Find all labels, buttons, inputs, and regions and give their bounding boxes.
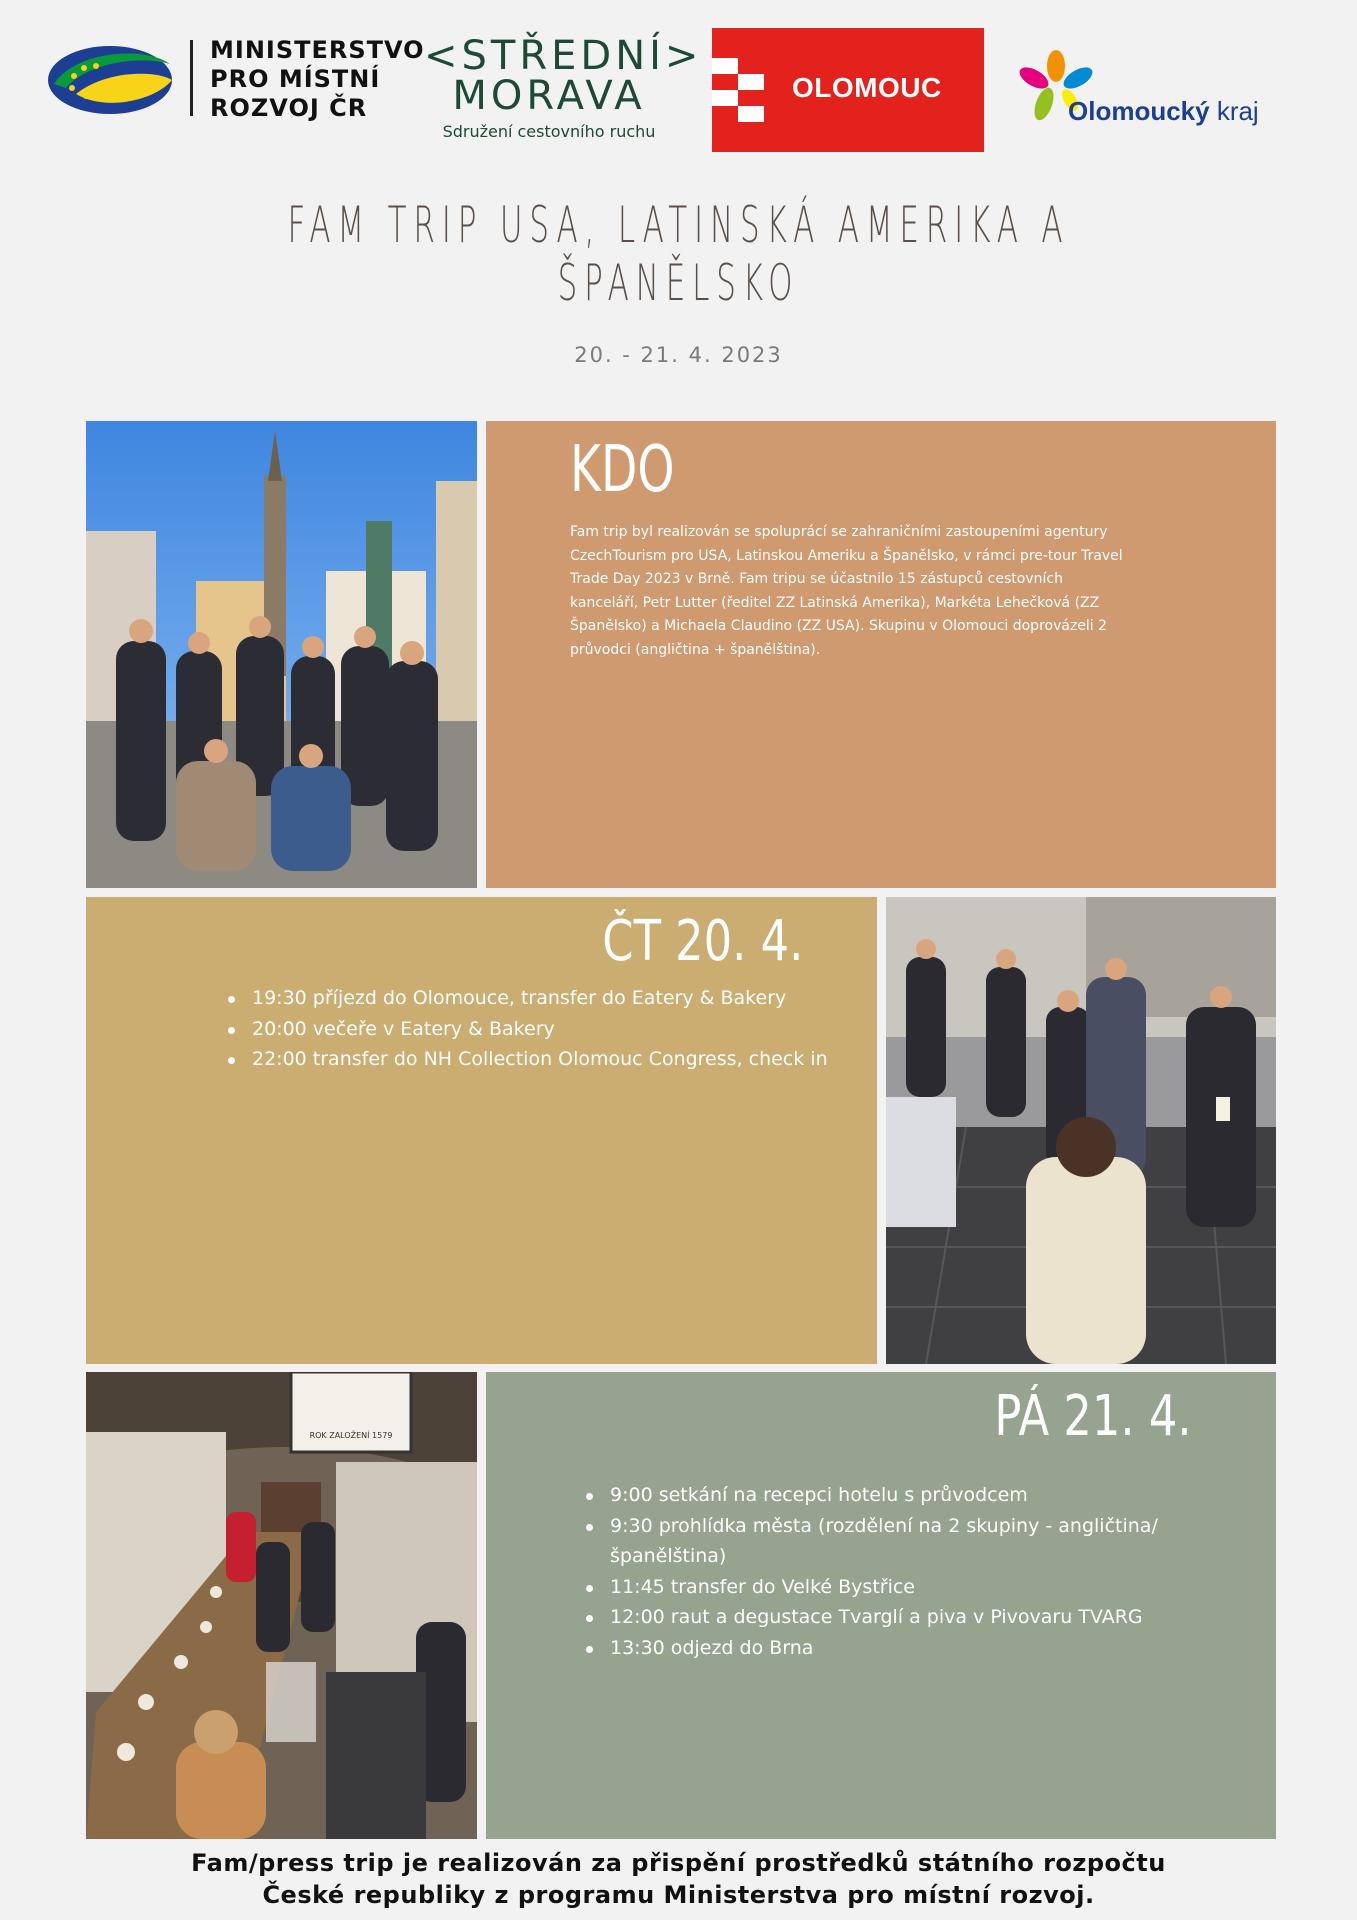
sm-line2: MORAVA: [452, 73, 646, 119]
day1-schedule: [224, 983, 844, 1075]
schedule-item: 22:00 transfer do NH Collection Olomouc Congress, check in: [224, 1044, 844, 1075]
day2-heading: PÁ 21. 4.: [994, 1384, 1192, 1449]
panel-day2: [486, 1372, 1276, 1839]
kdo-heading: KDO: [570, 433, 675, 507]
photo-group-square: [86, 421, 477, 888]
panel-kdo: [486, 421, 1276, 888]
sm-line1: <STŘEDNÍ>: [424, 33, 703, 79]
schedule-item: 11:45 transfer do Velké Bystřice: [582, 1572, 1182, 1603]
logo-olomouc: [712, 28, 984, 152]
page-title: FAM TRIP USA, LATINSKÁ AMERIKA A ŠPANĚLSKO: [287, 196, 1070, 312]
logo-stredni-morava: [424, 33, 703, 146]
kdo-text: Fam trip byl realizován se spoluprácí se zahraničními zastoupeními agentury CzechTourism pro USA, Latinskou Ameriku a Španělsko, v rámci pre-tour Travel Trade Day 2023 v Brně. Fam tripu se účastnilo 15 zástupců cestovních kanceláří, Petr Lutter (ředitel ZZ Latinská Amerika), Markéta Lehečková (ZZ Španělsko) a Michaela Claudino (ZZ USA). Skupinu v Olomouci doprovázeli 2 průvodci (angličtina + španělština).: [570, 524, 1123, 658]
checker-icon: [712, 28, 764, 152]
sm-line3: Sdružení cestovního ruchu: [442, 122, 656, 141]
photo-brewery-tasting: [886, 897, 1276, 1364]
schedule-item: 9:30 prohlídka města (rozdělení na 2 skupiny - angličtina/ španělština): [582, 1511, 1182, 1572]
footer-line1: Fam/press trip je realizován za přispění prostředků státního rozpočtu: [191, 1849, 1166, 1877]
logo-mmr: [46, 36, 425, 126]
logo-olomoucky-kraj: [1010, 48, 1270, 138]
schedule-item: 9:00 setkání na recepci hotelu s průvodcem: [582, 1480, 1182, 1511]
schedule-item: 20:00 večeře v Eatery & Bakery: [224, 1014, 844, 1045]
mmr-line3: ROZVOJ ČR: [210, 94, 368, 122]
ok-normal: kraj: [1209, 96, 1259, 126]
ok-bold: Olomoucký: [1068, 96, 1210, 126]
mmr-text: [210, 36, 425, 123]
funding-footer: [0, 1847, 1357, 1911]
footer-line2: České republiky z programu Ministerstva pro místní rozvoj.: [262, 1881, 1095, 1909]
mmr-line2: PRO MÍSTNÍ: [210, 65, 381, 93]
schedule-item: 19:30 příjezd do Olomouce, transfer do Eatery & Bakery: [224, 983, 844, 1014]
photo-cellar-restaurant: [86, 1372, 477, 1839]
olomouc-text: OLOMOUC: [792, 72, 942, 103]
mmr-divider: [190, 40, 193, 116]
panel-day1: [86, 897, 877, 1364]
day1-heading: ČT 20. 4.: [601, 909, 803, 974]
group-photo-icon: [86, 421, 477, 888]
schedule-item: 12:00 raut a degustace Tvarglí a piva v Pivovaru TVARG: [582, 1602, 1182, 1633]
mmr-line1: MINISTERSTVO: [210, 36, 425, 64]
photo-sign: ROK ZALOŽENÍ 1579: [309, 1431, 393, 1440]
trip-date: 20. - 21. 4. 2023: [574, 343, 783, 367]
schedule-item: 13:30 odjezd do Brna: [582, 1633, 1182, 1664]
day2-schedule: [582, 1480, 1182, 1663]
olomoucky-kraj-text: [1068, 96, 1259, 127]
mmr-emblem-icon: [46, 40, 174, 116]
cellar-photo-icon: [86, 1372, 477, 1839]
brewery-photo-icon: [886, 897, 1276, 1364]
